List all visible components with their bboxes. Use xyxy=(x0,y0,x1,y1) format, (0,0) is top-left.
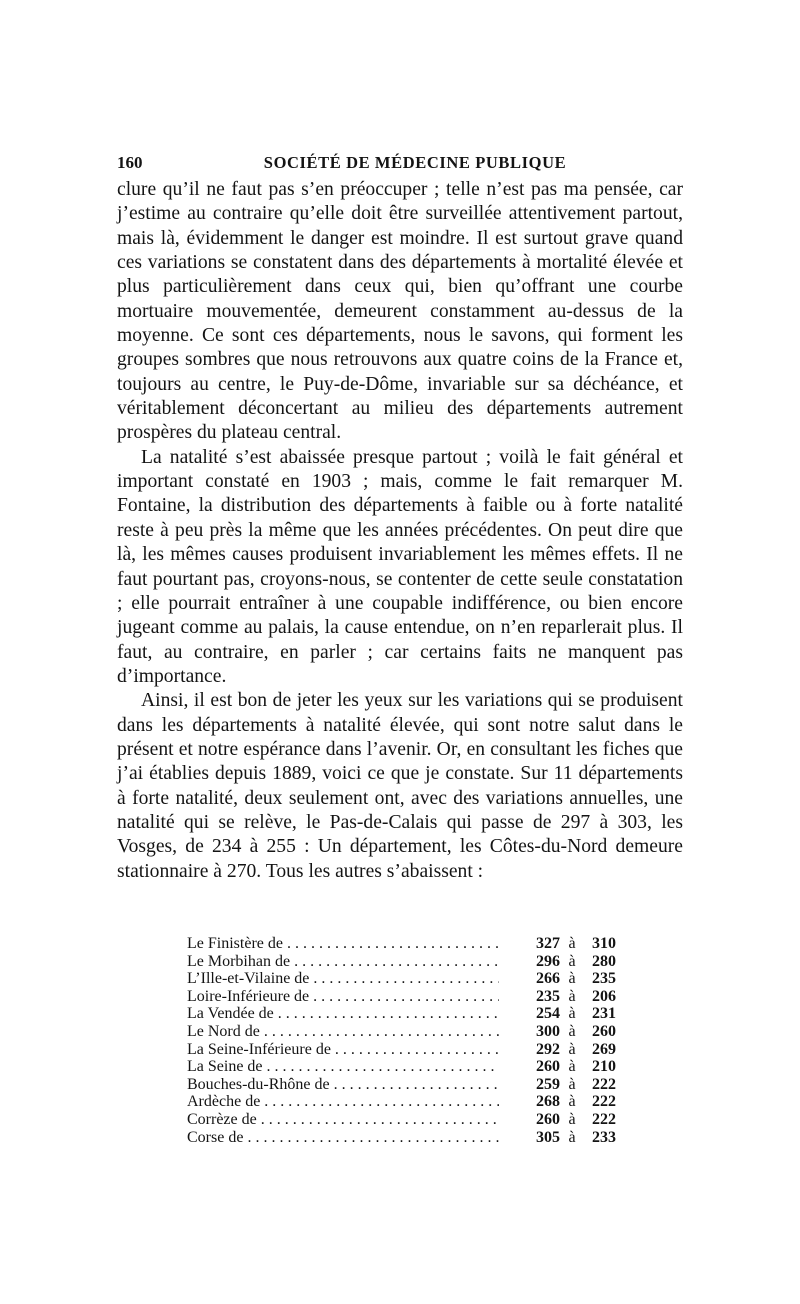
separator-a: à xyxy=(568,1110,576,1128)
table-row xyxy=(187,1058,617,1076)
natality-from: 266 xyxy=(536,970,560,988)
separator-a: à xyxy=(568,1075,576,1093)
natality-to: 222 xyxy=(592,1075,616,1093)
separator-a: à xyxy=(568,970,576,988)
natality-from: 254 xyxy=(536,1005,560,1023)
natality-to: 280 xyxy=(592,952,616,970)
separator-a: à xyxy=(568,1022,576,1040)
department-natality-table xyxy=(187,935,617,1146)
paragraph-continuation: clure qu’il ne faut pas s’en préoccuper ; telle n’est pas ma pensée, car j’estime au contraire qu’elle doit être surveillée attentivement partout, mais là, évidemment le danger est moindre. Il est surtout grave quand ces variations se constatent dans des départements à mortalité élevée et plus particulièrement dans ceux qui, bien qu’offrant une courbe mortuaire mouvementée, demeurent constamment au-dessus de la moyenne. Ce sont ces départements, nous le savons, qui forment les groupes sombres que nous retrouvons aux quatre coins de la France et, toujours au centre, le Puy-de-Dôme, invariable sur sa déchéance, et véritablement déconcertant au milieu des départements autrement prospères du plateau central. xyxy=(117,179,683,444)
running-title: SOCIÉTÉ DE MÉDECINE PUBLIQUE xyxy=(263,153,567,172)
department-name: Le Morbihan de . . . xyxy=(187,953,499,971)
department-name: Le Finistère de . . . xyxy=(187,935,499,953)
department-name: Corse de . . . xyxy=(187,1129,499,1147)
separator-a: à xyxy=(568,952,576,970)
natality-to: 260 xyxy=(592,1022,616,1040)
table-row xyxy=(187,935,617,953)
table-row xyxy=(187,988,617,1006)
separator-a: à xyxy=(568,935,576,952)
natality-from: 260 xyxy=(536,1058,560,1076)
natality-to: 206 xyxy=(592,987,616,1005)
natality-from: 296 xyxy=(536,952,560,970)
table-row xyxy=(187,1023,617,1041)
natality-to: 235 xyxy=(592,970,616,988)
separator-a: à xyxy=(568,1058,576,1076)
department-name: Corrèze de . . . xyxy=(187,1111,499,1129)
natality-to: 310 xyxy=(592,935,616,952)
table-row xyxy=(187,970,617,988)
natality-from: 259 xyxy=(536,1075,560,1093)
separator-a: à xyxy=(568,987,576,1005)
natality-from: 268 xyxy=(536,1093,560,1111)
department-name: Bouches-du-Rhône de . . . xyxy=(187,1076,499,1094)
natality-to: 222 xyxy=(592,1110,616,1128)
running-head xyxy=(117,153,683,175)
table-row xyxy=(187,1005,617,1023)
natality-to: 269 xyxy=(592,1040,616,1058)
page-number: 160 xyxy=(117,153,143,172)
department-name: La Vendée de . . . xyxy=(187,1005,499,1023)
separator-a: à xyxy=(568,1093,576,1111)
separator-a: à xyxy=(568,1040,576,1058)
natality-to: 222 xyxy=(592,1093,616,1111)
paragraph-variations: Ainsi, il est bon de jeter les yeux sur les variations qui se produisent dans les départements à natalité élevée, qui sont notre salut dans le présent et notre espérance dans l’avenir. Or, en consultant les fiches que j’ai établies depuis 1889, voici ce que je constate. Sur 11 départements à forte natalité, deux seulement ont, avec des variations annuelles, une natalité qui se relève, le Pas-de-Calais qui passe de 297 à 303, les Vosges, de 234 à 255 : Un département, les Côtes-du-Nord demeure stationnaire à 270. Tous les autres s’abaissent : xyxy=(117,690,683,882)
natality-from: 235 xyxy=(536,987,560,1005)
separator-a: à xyxy=(568,1128,576,1146)
natality-to: 231 xyxy=(592,1005,616,1023)
natality-to: 210 xyxy=(592,1058,616,1076)
natality-from: 260 xyxy=(536,1110,560,1128)
department-name: La Seine-Inférieure de . . . xyxy=(187,1041,499,1059)
table-row xyxy=(187,1076,617,1094)
department-name: Ardèche de . . . xyxy=(187,1093,499,1111)
natality-from: 305 xyxy=(536,1128,560,1146)
table-row xyxy=(187,1093,617,1111)
natality-from: 292 xyxy=(536,1040,560,1058)
department-name: L’Ille-et-Vilaine de . . . xyxy=(187,970,499,988)
body-text xyxy=(117,178,683,884)
table-row xyxy=(187,1041,617,1059)
department-name: La Seine de . . . xyxy=(187,1058,499,1076)
natality-to: 233 xyxy=(592,1128,616,1146)
separator-a: à xyxy=(568,1005,576,1023)
table-row xyxy=(187,1129,617,1147)
paragraph-natalite: La natalité s’est abaissée presque partout ; voilà le fait général et important constaté en 1903 ; mais, comme le fait remarquer M. Fontaine, la distribution des départements à faible ou à forte natalité reste à peu près la même que les années précédentes. On peut dire que là, les mêmes causes produisent invariablement les mêmes effets. Il ne faut pourtant pas, croyons-nous, se contenter de cette seule constatation ; elle pourrait entraîner à une coupable indifférence, ou bien encore jugeant comme au palais, la cause entendue, on n’en reparlerait plus. Il faut, au contraire, en parler ; car certains faits ne manquent pas d’importance. xyxy=(117,446,683,687)
natality-from: 300 xyxy=(536,1022,560,1040)
department-name: Le Nord de . . . xyxy=(187,1023,499,1041)
natality-from: 327 xyxy=(536,935,560,952)
table-row xyxy=(187,953,617,971)
department-name: Loire-Inférieure de . . . xyxy=(187,988,499,1006)
table-row xyxy=(187,1111,617,1129)
